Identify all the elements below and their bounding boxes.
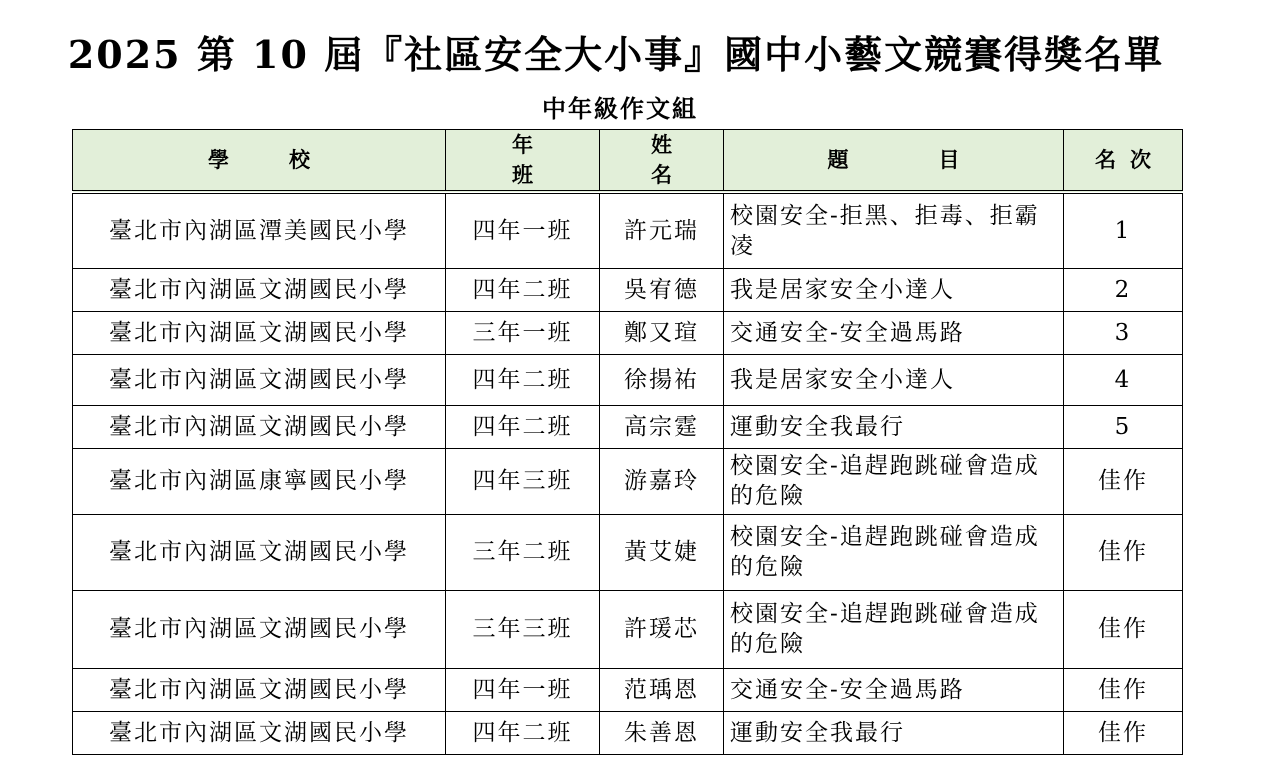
- cell-rank: 4: [1064, 354, 1183, 405]
- cell-topic: 校園安全-追趕跑跳碰會造成的危險: [724, 448, 1064, 514]
- cell-class: 三年二班: [446, 514, 600, 590]
- cell-name: 吳宥德: [600, 268, 724, 311]
- cell-school: 臺北市內湖區康寧國民小學: [73, 448, 446, 514]
- cell-school: 臺北市內湖區文湖國民小學: [73, 590, 446, 668]
- cell-name: 黃艾婕: [600, 514, 724, 590]
- table-row: [73, 268, 1183, 311]
- cell-rank: 佳作: [1064, 668, 1183, 711]
- cell-class: 四年二班: [446, 711, 600, 754]
- cell-name: 徐揚祐: [600, 354, 724, 405]
- cell-class: 三年三班: [446, 590, 600, 668]
- table-row: [73, 711, 1183, 754]
- document-subtitle: 中年級作文組: [542, 94, 698, 123]
- cell-school: 臺北市內湖區文湖國民小學: [73, 668, 446, 711]
- table-row: [73, 311, 1183, 354]
- cell-name: 鄭又瑄: [600, 311, 724, 354]
- cell-topic: 交通安全-安全過馬路: [724, 668, 1064, 711]
- cell-school: 臺北市內湖區文湖國民小學: [73, 405, 446, 448]
- table-row: [73, 405, 1183, 448]
- cell-class: 四年二班: [446, 405, 600, 448]
- table-row: [73, 192, 1183, 268]
- table-body: [73, 192, 1183, 754]
- cell-school: 臺北市內湖區文湖國民小學: [73, 311, 446, 354]
- table-header-row: [73, 130, 1183, 193]
- cell-name: 許元瑞: [600, 192, 724, 268]
- cell-class: 四年三班: [446, 448, 600, 514]
- cell-class: 三年一班: [446, 311, 600, 354]
- cell-name: 朱善恩: [600, 711, 724, 754]
- table-row: [73, 514, 1183, 590]
- cell-rank: 1: [1064, 192, 1183, 268]
- cell-rank: 佳作: [1064, 514, 1183, 590]
- header-name: 姓名: [600, 130, 724, 193]
- cell-topic: 運動安全我最行: [724, 405, 1064, 448]
- cell-class: 四年一班: [446, 192, 600, 268]
- header-rank: 名次: [1064, 130, 1183, 193]
- cell-rank: 2: [1064, 268, 1183, 311]
- cell-name: 高宗霆: [600, 405, 724, 448]
- table-row: [73, 448, 1183, 514]
- header-school: 學校: [73, 130, 446, 193]
- cell-topic: 運動安全我最行: [724, 711, 1064, 754]
- cell-name: 游嘉玲: [600, 448, 724, 514]
- cell-school: 臺北市內湖區文湖國民小學: [73, 354, 446, 405]
- cell-school: 臺北市內湖區文湖國民小學: [73, 514, 446, 590]
- header-topic: 題目: [724, 130, 1064, 193]
- cell-class: 四年一班: [446, 668, 600, 711]
- cell-name: 許瑗芯: [600, 590, 724, 668]
- cell-rank: 佳作: [1064, 711, 1183, 754]
- cell-class: 四年二班: [446, 268, 600, 311]
- table-row: [73, 590, 1183, 668]
- cell-rank: 佳作: [1064, 448, 1183, 514]
- header-class: 年班: [446, 130, 600, 193]
- document-title: 2025 第 10 屆『社區安全大小事』國中小藝文競賽得獎名單: [67, 32, 1165, 77]
- cell-school: 臺北市內湖區文湖國民小學: [73, 268, 446, 311]
- cell-school: 臺北市內湖區文湖國民小學: [73, 711, 446, 754]
- cell-name: 范瑀恩: [600, 668, 724, 711]
- cell-topic: 我是居家安全小達人: [724, 354, 1064, 405]
- cell-rank: 佳作: [1064, 590, 1183, 668]
- cell-school: 臺北市內湖區潭美國民小學: [73, 192, 446, 268]
- cell-topic: 校園安全-追趕跑跳碰會造成的危險: [724, 590, 1064, 668]
- cell-topic: 我是居家安全小達人: [724, 268, 1064, 311]
- table-row: [73, 354, 1183, 405]
- cell-rank: 5: [1064, 405, 1183, 448]
- table-row: [73, 668, 1183, 711]
- cell-rank: 3: [1064, 311, 1183, 354]
- cell-topic: 交通安全-安全過馬路: [724, 311, 1064, 354]
- cell-topic: 校園安全-追趕跑跳碰會造成的危險: [724, 514, 1064, 590]
- cell-topic: 校園安全-拒黑、拒毒、拒霸凌: [724, 192, 1064, 268]
- cell-class: 四年二班: [446, 354, 600, 405]
- award-table: [72, 129, 1183, 755]
